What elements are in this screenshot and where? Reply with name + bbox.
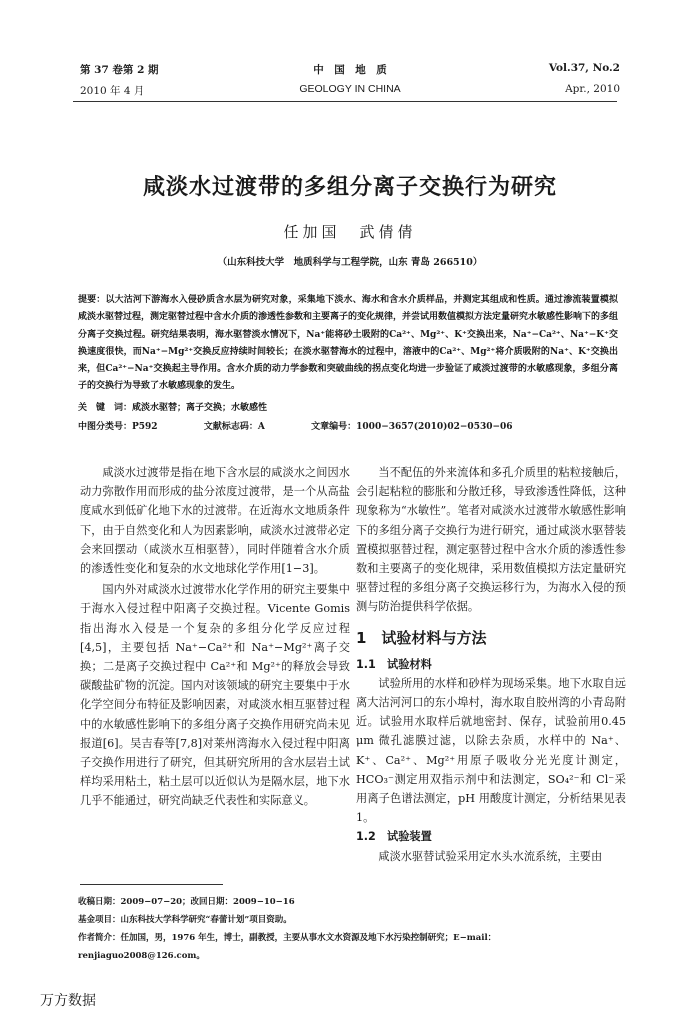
abstract-text: 以大沽河下游海水入侵砂质含水层为研究对象，采集地下淡水、海水和含水介质样品，并测定其组成和性质。通过渗流装置模拟咸淡水驱替过程，测定驱替过程中含水介质的渗透性参数和主要离子的变化规律，并尝试用数值模拟方法定量研究水敏感性影响下的多组分离子交换过程。研究结果表明，海水驱替淡水情况下，Na⁺能将砂土吸附的Ca²⁺、Mg²⁺、K⁺交换出来，Na⁺−Ca²⁺、Na⁺−K⁺交换速度很快，而Na⁺−Mg²⁺交换反应持续时间较长；在淡水驱替海水的过程中，溶液中的Ca²⁺、Mg²⁺将介质吸附的Na⁺、K⁺交换出来，但Ca²⁺−Na⁺交换起主导作用。含水介质的动力学参数和突破曲线的拐点变化均进一步验证了咸淡过渡带的水敏感现象，多组分离子的交换行为导致了水敏感现象的发生。: [78, 295, 619, 392]
date-en: Apr., 2010: [565, 83, 620, 95]
doc-code: A: [257, 422, 265, 432]
subsection-heading: 1.2 试验装置: [356, 830, 432, 844]
paragraph: 咸淡水过渡带是指在地下含水层的咸淡水之间因水动力弥散作用而形成的盐分浓度过渡带，是一个从高盐度咸水到低矿化地下水的过渡带。在近海水文地质条件下，由于自然变化和人为因素影响，咸淡水过渡带必定会来回摆动（咸淡水互相驱替），同时伴随着含水介质的渗透性变化和复杂的水文地球化学作用[1−3]。: [80, 466, 350, 576]
fund-note: 基金项目：山东科技大学科学研究“春蕾计划”项目资助。: [78, 915, 292, 925]
paragraph: 试验所用的水样和砂样为现场采集。地下水取自远离大沽河河口的东小埠村，海水取自胶州湾的小青岛附近。试验用水取样后就地密封、保存，试验前用0.45 μm 微孔滤膜过滤，以除去杂质，水样中的 Na⁺、K⁺、Ca²⁺、Mg²⁺用原子吸收分光光度计测定，HCO₃⁻测定用双指示剂中和法测定，SO₄²⁻和 Cl⁻采用离子色谱法测定，pH 用酸度计测定，分析结果见表 1。: [356, 676, 626, 825]
keywords-label: 关 键 词：: [78, 403, 133, 413]
classification-line: [78, 419, 618, 432]
paragraph: 当不配伍的外来流体和多孔介质里的粘粒接触后，会引起粘粒的膨胀和分散迁移，导致渗透性降低，这种现象称为“水敏性”。笔者对咸淡水过渡带水敏感性影响下的多组分离子交换行为进行研究，通过咸淡水驱替装置模拟驱替过程，测定驱替过程中含水介质的渗透性参数和主要离子的变化规律，采用数值模拟方法定量研究驱替过程的多组分离子交换运移行为，为海水入侵的预测与防治提供科学依据。: [356, 466, 626, 614]
clc-label: 中图分类号：: [78, 422, 133, 432]
keywords-text: 咸淡水驱替；离子交换；水敏感性: [132, 403, 268, 413]
paragraph: 咸淡水驱替试验采用定水头水流系统，主要由: [378, 849, 603, 863]
date-cn: 2010 年 4 月: [80, 85, 145, 97]
article-number-label: 文章编号：: [311, 422, 357, 432]
keywords: [78, 400, 267, 413]
clc-number: P592: [132, 422, 158, 432]
watermark: 万方数据: [40, 993, 96, 1009]
author-bio: 作者简介：任加国，男，1976 年生，博士，副教授，主要从事水文水资源及地下水污染控制研究；E−mail：renjiaguo2008@126.com。: [78, 933, 497, 961]
volume-issue-cn: 第 37 卷第 2 期: [80, 64, 159, 76]
received-date: 收稿日期：2009−07−20；改回日期：2009−10−16: [78, 897, 295, 907]
article-number: 1000−3657(2010)02−0530−06: [356, 422, 513, 432]
header-rule: [73, 101, 617, 102]
footnote-rule: [80, 884, 223, 885]
right-column: [356, 463, 626, 866]
paragraph: 国内外对咸淡水过渡带水化学作用的研究主要集中于海水入侵过程中阳离子交换过程。Vicente Gomis指出海水入侵是一个复杂的多组分化学反应过程[4,5]，主要包括 Na⁺−Ca²⁺和 Na⁺−Mg²⁺离子交换；二是离子交换过程中 Ca²⁺和 Mg²⁺的释放会导致碳酸盐矿物的沉淀。国内对该领域的研究主要集中于水化学空间分布特征及影响因素，对咸淡水相互驱替过程中的水敏感性影响下的多组分离子交换作用研究尚未见报道[6]。吴吉春等[7,8]对莱州湾海水入侵过程中阳离子交换作用进行了研究，但其研究所用的含水层岩土试样均采用粘土，粘土层可以近似认为是隔水层，地下水几乎不能通过，研究尚缺乏代表性和实际意义。: [80, 583, 350, 808]
affiliation: （山东科技大学 地质科学与工程学院，山东 青岛 266510）: [217, 257, 483, 268]
volume-issue-en: Vol.37, No.2: [548, 62, 620, 74]
authors: 任加国 武倩倩: [283, 223, 417, 241]
journal-name-cn: 中 国 地 质: [313, 64, 387, 76]
left-column: [80, 463, 350, 811]
doc-code-label: 文献标志码：: [203, 422, 258, 432]
abstract: [78, 292, 618, 396]
paper-title: 咸淡水过渡带的多组分离子交换行为研究: [142, 175, 557, 200]
abstract-label: 提要：: [78, 295, 106, 305]
journal-name-en: GEOLOGY IN CHINA: [299, 83, 401, 95]
subsection-heading: 1.1 试验材料: [356, 657, 432, 671]
section-heading: 1 试验材料与方法: [356, 628, 487, 647]
